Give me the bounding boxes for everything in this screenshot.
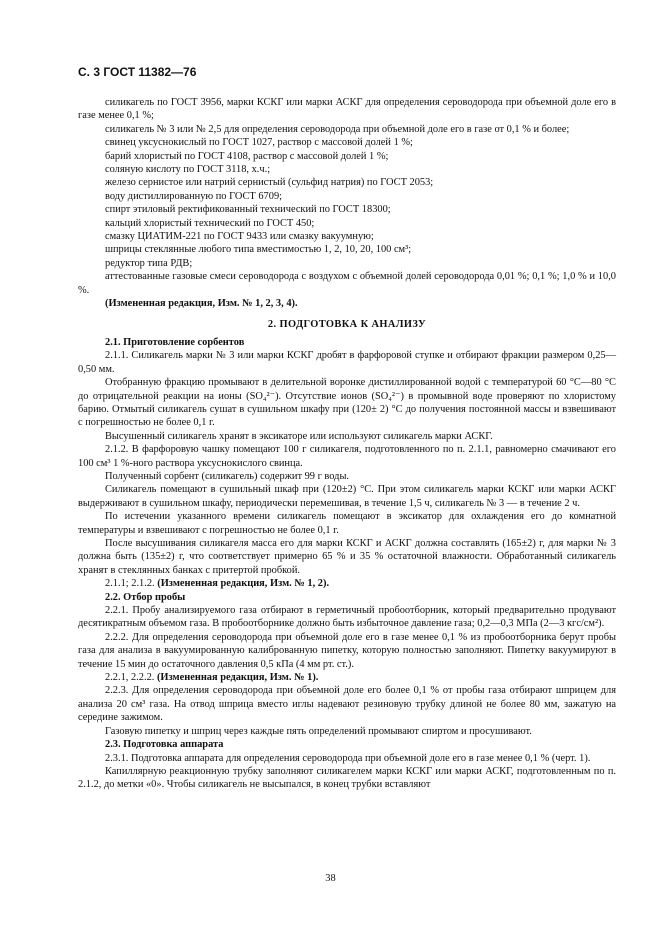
paragraph: Полученный сорбент (силикагель) содержит 99 г воды. (105, 470, 350, 482)
page-header: С. 3 ГОСТ 11382—76 (78, 65, 197, 79)
revision-note (78, 671, 616, 684)
revision-text: (Измененная редакция, Изм. № 1, 2). (157, 578, 330, 590)
paragraph: По истечении указанного времени силикагель помещают в эксикатор для охлаждения его до комнатной температуры и взвешивают с погрешностью не более 0,1 г. (78, 511, 616, 536)
subsection-title: 2.2. Отбор пробы (105, 591, 186, 603)
paragraph: Отобранную фракцию промывают в делительной воронке дистиллированной водой с температурой 60 °С—80 °С до отрицательной реакции на ионы (SO₄²⁻). Отсутствие ионов (SO₄²⁻) в промывной воде проверяют по хлористому барию. Отмытый силикагель сушат в сушильном шкафу при (120± 2) °С до получения постоянной массы и взвешивают с погрешностью не более 0,1 г. (78, 377, 616, 429)
paragraph: Газовую пипетку и шприц через каждые пять определений промывают спиртом и просушивают. (105, 725, 532, 737)
reagent-item: свинец уксуснокислый по ГОСТ 1027, раствор с массовой долей 1 %; (105, 137, 413, 149)
reagent-item: железо сернистое или натрий сернистый (сульфид натрия) по ГОСТ 2053; (105, 177, 434, 189)
revision-note (78, 577, 616, 590)
page-number: 38 (325, 873, 336, 884)
reagent-item: барий хлористый по ГОСТ 4108, раствор с массовой долей 1 %; (105, 150, 389, 162)
paragraph: 2.2.2. Для определения сероводорода при объемной доле его в газе менее 0,1 % из пробоотборника берут пробы газа для анализа в вакуумированную калиброванную пипетку, которую полностью заполняют. Пипетку вакуумируют в течение 15 мин до остаточного давления 0,5 кПа (4 мм рт. ст.). (78, 631, 616, 670)
reagent-item: воду дистиллированную по ГОСТ 6709; (105, 190, 283, 202)
paragraph: 2.2.1. Пробу анализируемого газа отбирают в герметичный пробоотборник, который предварительно продувают десятикратным объемом газа. В пробоотборнике должно быть избыточное давление газа; 0,2—0,3 МПа (2—3 кгс/см²). (78, 605, 616, 630)
revision-text: (Измененная редакция, Изм. № 1). (156, 672, 319, 684)
paragraph: Капиллярную реакционную трубку заполняют силикагелем марки КСКГ или марки АСКГ, подготовленным по п. 2.1.2, до метки «0». Чтобы силикагель не высыпался, в конец трубки вставляют (78, 765, 616, 791)
revision-prefix: 2.2.1, 2.2.2. (105, 672, 155, 684)
paragraph: 2.3.1. Подготовка аппарата для определения сероводорода при объемной доле его в газе менее 0,1 % (черт. 1). (105, 752, 591, 764)
reagent-item: кальций хлористый технический по ГОСТ 450; (105, 217, 315, 229)
subsection-title: 2.1. Приготовление сорбентов (105, 336, 245, 348)
subsection-title: 2.3. Подготовка аппарата (105, 739, 224, 751)
paragraph: После высушивания силикагеля масса его для марки КСКГ и АСКГ должна составлять (165±2) г, для марки № 3 должна быть (135±2) г, что соответствует примерно 65 % и 35 % остаточной влажности. Обработанный силикагель хранят в стеклянных банках с притертой пробкой. (78, 538, 616, 576)
reagent-item: редуктор типа РДВ; (105, 257, 193, 269)
reagent-item: спирт этиловый ректификованный технический по ГОСТ 18300; (105, 204, 391, 216)
reagent-item: шприцы стеклянные любого типа вместимостью 1, 2, 10, 20, 100 см³; (105, 244, 412, 256)
reagent-item: силикагель № 3 или № 2,5 для определения сероводорода при объемной доле его в газе от 0,1 % и более; (105, 123, 570, 135)
paragraph: Высушенный силикагель хранят в эксикаторе или используют силикагель марки АСКГ. (105, 430, 493, 442)
paragraph: 2.2.3. Для определения сероводорода при объемной доле его более 0,1 % от пробы газа отбирают шприцем для анализа 20 см³ газа. На отвод шприца вместо иглы надевают резиновую трубку длиной не более 80 мм, зажатую на середине зажимом. (78, 685, 616, 724)
revision-prefix: 2.1.1; 2.1.2. (105, 578, 155, 590)
reagent-item: силикагель по ГОСТ 3956, марки КСКГ или марки АСКГ для определения сероводорода при объемной доле его в газе менее 0,1 %; (78, 97, 616, 122)
paragraph: 2.1.2. В фарфоровую чашку помещают 100 г силикагеля, подготовленного по п. 2.1.1, равномерно смачивают его 100 см³ 1 %-ного раствора уксуснокислого свинца. (78, 444, 616, 469)
paragraph: Силикагель помещают в сушильный шкаф при (120±2) °С. При этом силикагель марки КСКГ или марки АСКГ выдерживают в сушильном шкафу, периодически перемешивая, в течение 1,5 ч, силикагель № 3 — в течение 2 ч. (78, 484, 616, 509)
reagent-item: соляную кислоту по ГОСТ 3118, х.ч.; (105, 164, 271, 176)
body-text (78, 96, 616, 792)
section-title: 2. ПОДГОТОВКА К АНАЛИЗУ (267, 318, 427, 330)
reagent-item: смазку ЦИАТИМ-221 по ГОСТ 9433 или смазку вакуумную; (105, 231, 374, 243)
reagent-item: аттестованные газовые смеси сероводорода с воздухом с объемной долей сероводорода 0,01 %; 0,1 %; 1,0 % и 10,0 %. (78, 271, 616, 296)
paragraph: 2.1.1. Силикагель марки № 3 или марки КСКГ дробят в фарфоровой ступке и отбирают фракции размером 0,25—0,50 мм. (78, 350, 616, 375)
revision-note: (Измененная редакция, Изм. № 1, 2, 3, 4). (105, 298, 298, 310)
